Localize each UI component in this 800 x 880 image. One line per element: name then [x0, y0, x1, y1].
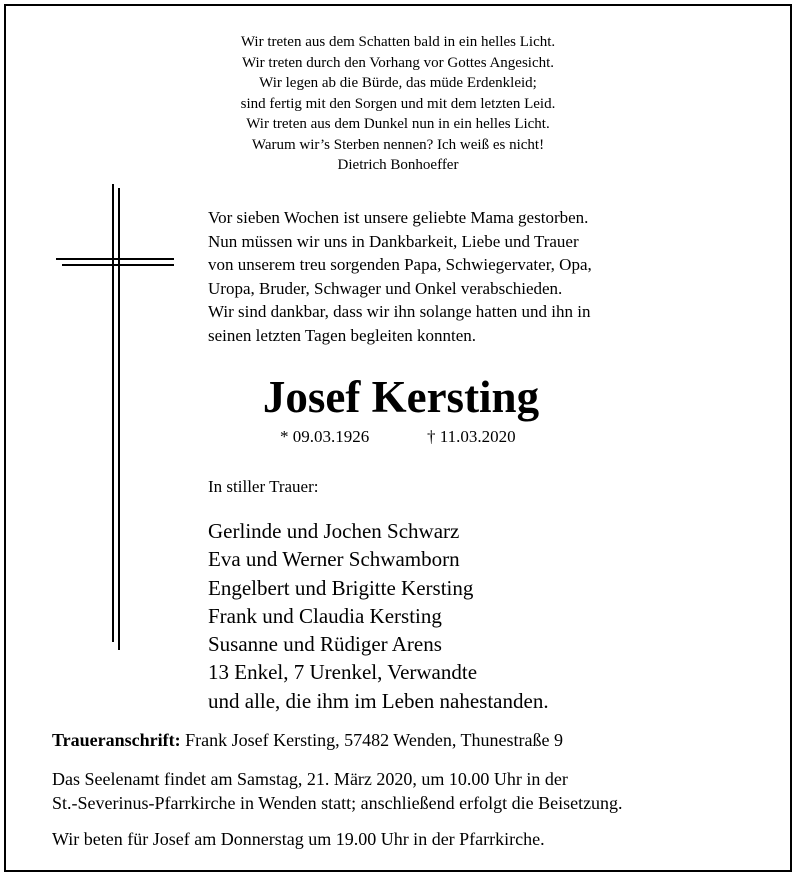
intro-line: seinen letzten Tagen begleiten konnten. — [208, 325, 477, 345]
obituary-notice — [4, 4, 792, 872]
poem-line: Wir treten durch den Vorhang vor Gottes Angesicht. — [241, 54, 555, 71]
poem-line: Wir treten aus dem Dunkel nun in ein helles Licht. — [246, 116, 550, 132]
family-member: und alle, die ihm im Leben nahestanden. — [208, 688, 549, 713]
family-member: Gerlinde und Jochen Schwarz — [208, 519, 460, 543]
prayer-info: Wir beten für Josef am Donnerstag um 19.00 Uhr in der Pfarrkirche. — [52, 829, 545, 849]
cross-horizontal-beam — [56, 258, 174, 260]
intro-line: von unserem treu sorgenden Papa, Schwiegervater, Opa, — [208, 255, 592, 274]
intro-line: Uropa, Bruder, Schwager und Onkel verabschieden. — [208, 278, 563, 298]
intro-text — [208, 206, 728, 347]
intro-line: Vor sieben Wochen ist unsere geliebte Mama gestorben. — [208, 208, 589, 227]
cross-horizontal-beam — [62, 264, 174, 266]
service-line: St.-Severinus-Pfarrkirche in Wenden statt; anschließend erfolgt die Beisetzung. — [52, 793, 623, 813]
poem-line: Wir legen ab die Bürde, das müde Erdenkleid; — [259, 75, 537, 91]
family-member: 13 Enkel, 7 Urenkel, Verwandte — [208, 660, 478, 685]
deceased-name: Josef Kersting — [262, 372, 540, 422]
address-value: Frank Josef Kersting, 57482 Wenden, Thunestraße 9 — [185, 730, 563, 750]
poem-line: Wir treten aus dem Schatten bald in ein helles Licht. — [240, 34, 556, 50]
intro-line: Wir sind dankbar, dass wir ihn solange hatten und ihn in — [208, 302, 591, 321]
address-label: Traueranschrift: — [52, 730, 181, 750]
mourning-address — [52, 729, 563, 751]
family-list — [208, 517, 549, 715]
intro-line: Nun müssen wir uns in Dankbarkeit, Liebe und Trauer — [208, 231, 579, 251]
family-member: Frank und Claudia Kersting — [208, 603, 442, 628]
poem-line: Warum wir’s Sterben nennen? Ich weiß es nicht! — [251, 136, 545, 153]
family-member: Susanne und Rüdiger Arens — [208, 632, 442, 657]
service-line: Das Seelenamt findet am Samstag, 21. März 2020, um 10.00 Uhr in der — [52, 769, 568, 789]
family-member: Eva und Werner Schwamborn — [208, 547, 460, 572]
family-member: Engelbert und Brigitte Kersting — [208, 575, 474, 600]
mourning-heading: In stiller Trauer: — [208, 477, 319, 496]
birth-date: * 09.03.1926 — [280, 427, 370, 446]
death-date: † 11.03.2020 — [427, 427, 516, 446]
service-info — [52, 767, 623, 815]
poem — [6, 32, 790, 176]
poem-line: sind fertig mit den Sorgen und mit dem letzten Leid. — [240, 95, 556, 112]
poem-author: Dietrich Bonhoeffer — [337, 157, 459, 173]
